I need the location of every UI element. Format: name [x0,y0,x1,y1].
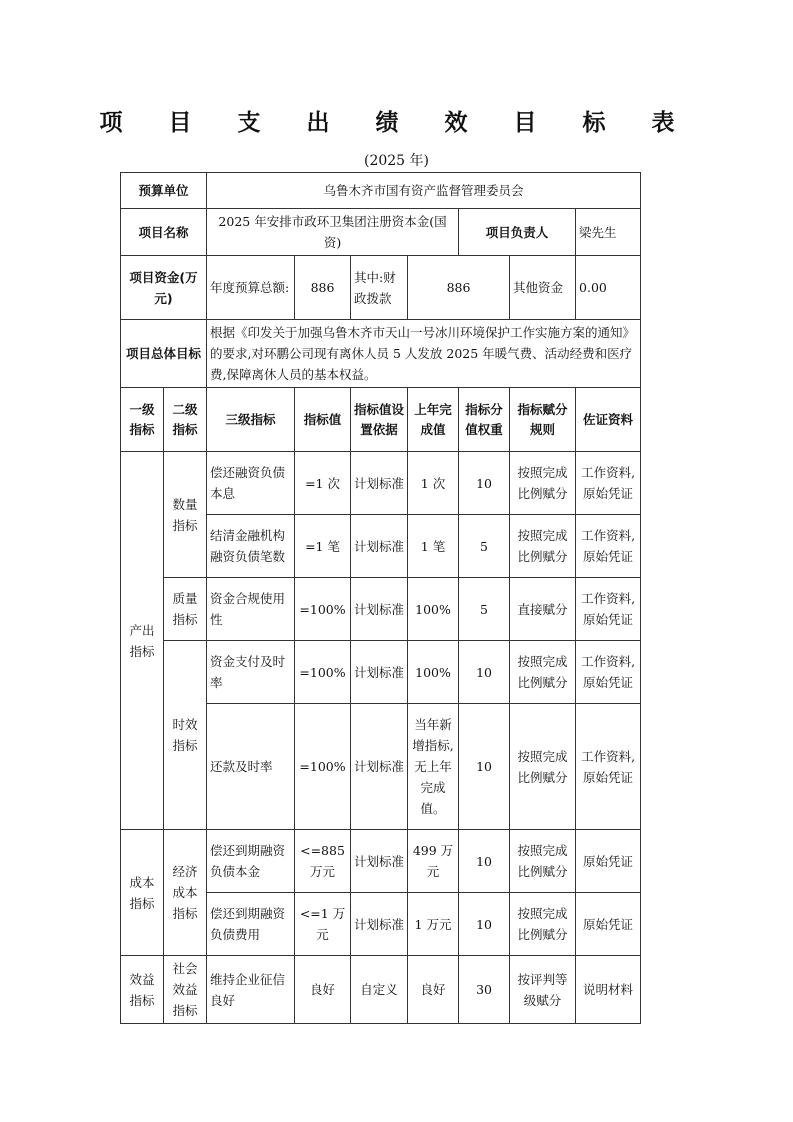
year-label: (2025 年) [363,153,429,169]
table-row [121,641,641,704]
indicator-name: 维持企业征信良好 [207,956,295,1024]
indicator-basis: 计划标准 [351,830,408,893]
col-header-basis: 指标值设置依据 [351,388,408,452]
indicator-weight: 5 [459,515,510,578]
col-header-scoring-rule: 指标赋分规则 [510,388,576,452]
indicator-rule: 直接赋分 [510,578,576,641]
project-name-value: 2025 年安排市政环卫集团注册资本金(国资) [207,209,459,256]
indicator-basis: 计划标准 [351,578,408,641]
indicator-rule: 按评判等级赋分 [510,956,576,1024]
indicator-evidence: 工作资料,原始凭证 [576,578,641,641]
indicator-rule: 按照完成比例赋分 [510,515,576,578]
indicator-weight: 10 [459,830,510,893]
project-leader-label: 项目负责人 [459,209,576,256]
overall-goal-label: 项目总体目标 [121,320,207,388]
indicator-evidence: 工作资料,原始凭证 [576,452,641,515]
indicator-basis: 计划标准 [351,452,408,515]
indicator-value: <=1 万元 [295,893,351,956]
col-header-weight: 指标分值权重 [459,388,510,452]
indicator-evidence: 原始凭证 [576,830,641,893]
indicator-weight: 10 [459,452,510,515]
indicator-last-year: 良好 [408,956,459,1024]
indicator-name: 结清金融机构融资负债笔数 [207,515,295,578]
indicator-value: =100% [295,641,351,704]
indicator-rule: 按照完成比例赋分 [510,704,576,830]
indicator-value: =1 次 [295,452,351,515]
indicator-value: =100% [295,704,351,830]
indicator-value: <=885 万元 [295,830,351,893]
indicator-name: 资金合规使用性 [207,578,295,641]
indicator-last-year: 1 笔 [408,515,459,578]
budget-unit-label: 预算单位 [121,173,207,209]
indicator-evidence: 工作资料,原始凭证 [576,641,641,704]
indicator-last-year: 当年新增指标,无上年完成值。 [408,704,459,830]
level2-timeliness: 时效指标 [164,641,207,830]
indicator-weight: 30 [459,956,510,1024]
annual-budget-value: 886 [295,256,351,320]
project-leader-value: 梁先生 [576,209,641,256]
overall-goal-text: 根据《印发关于加强乌鲁木齐市天山一号冰川环境保护工作实施方案的通知》的要求,对环鹏公司现有离休人员 5 人发放 2025 年暖气费、活动经费和医疗费,保障离休人员的基本权益。 [207,320,641,388]
indicator-weight: 10 [459,641,510,704]
indicator-rule: 按照完成比例赋分 [510,452,576,515]
other-funds-label: 其他资金 [510,256,576,320]
level2-quality: 质量指标 [164,578,207,641]
table-row [121,578,641,641]
indicator-name: 资金支付及时率 [207,641,295,704]
level2-economic-cost: 经济成本指标 [164,830,207,956]
indicator-weight: 10 [459,893,510,956]
col-header-evidence: 佐证资料 [576,388,641,452]
indicator-rule: 按照完成比例赋分 [510,830,576,893]
indicator-last-year: 100% [408,641,459,704]
indicator-basis: 计划标准 [351,515,408,578]
level2-quantity: 数量指标 [164,452,207,578]
indicator-last-year: 100% [408,578,459,641]
indicator-evidence: 原始凭证 [576,893,641,956]
indicator-basis: 计划标准 [351,893,408,956]
budget-unit-value: 乌鲁木齐市国有资产监督管理委员会 [207,173,641,209]
level1-benefit: 效益指标 [121,956,164,1024]
indicator-name: 偿还到期融资负债费用 [207,893,295,956]
fiscal-allocation-value: 886 [408,256,510,320]
project-funds-label: 项目资金(万元) [121,256,207,320]
indicator-value: =1 笔 [295,515,351,578]
fiscal-allocation-label: 其中:财政拨款 [351,256,408,320]
indicator-last-year: 1 万元 [408,893,459,956]
col-header-last-year: 上年完成值 [408,388,459,452]
level2-social-benefit: 社会效益指标 [164,956,207,1024]
indicator-basis: 自定义 [351,956,408,1024]
indicator-value: 良好 [295,956,351,1024]
indicator-weight: 10 [459,704,510,830]
other-funds-value: 0.00 [576,256,641,320]
performance-table [120,172,641,1024]
indicator-basis: 计划标准 [351,704,408,830]
level1-output: 产出指标 [121,452,164,830]
indicator-name: 偿还融资负债本息 [207,452,295,515]
col-header-value: 指标值 [295,388,351,452]
table-row [121,452,641,515]
indicator-name: 偿还到期融资负债本金 [207,830,295,893]
table-row [121,830,641,893]
level1-cost: 成本指标 [121,830,164,956]
project-name-label: 项目名称 [121,209,207,256]
indicator-basis: 计划标准 [351,641,408,704]
indicator-weight: 5 [459,578,510,641]
table-row [121,956,641,1024]
indicator-last-year: 499 万元 [408,830,459,893]
indicator-name: 还款及时率 [207,704,295,830]
indicator-value: =100% [295,578,351,641]
indicator-last-year: 1 次 [408,452,459,515]
col-header-level2: 二级指标 [164,388,207,452]
indicator-rule: 按照完成比例赋分 [510,893,576,956]
indicator-rule: 按照完成比例赋分 [510,641,576,704]
col-header-level1: 一级指标 [121,388,164,452]
indicator-evidence: 工作资料,原始凭证 [576,704,641,830]
indicator-evidence: 工作资料,原始凭证 [576,515,641,578]
indicator-evidence: 说明材料 [576,956,641,1024]
annual-budget-label: 年度预算总额: [207,256,295,320]
page-title: 项 目 支 出 绩 效 目 标 表 [99,110,694,136]
col-header-level3: 三级指标 [207,388,295,452]
